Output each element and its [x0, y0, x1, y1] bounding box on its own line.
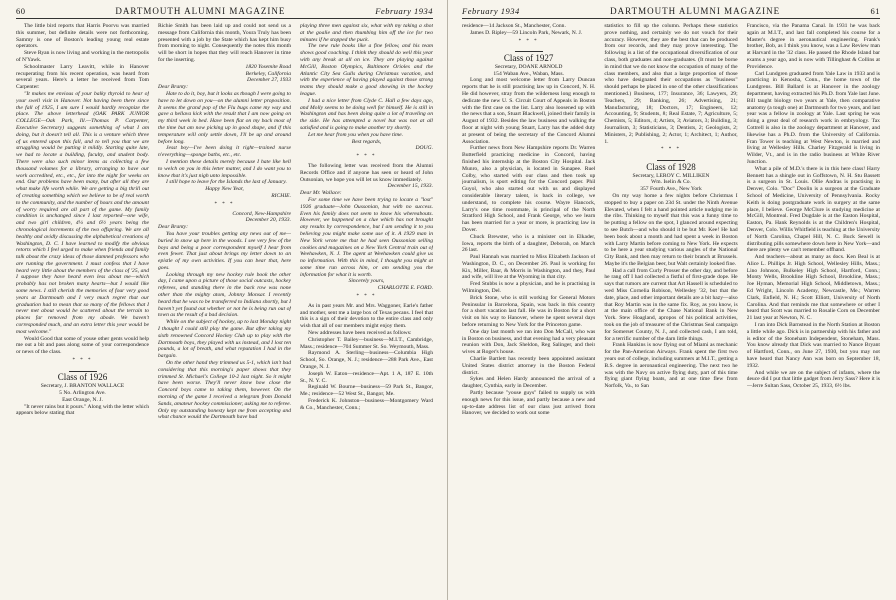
paragraph: Had a call from Curly Prosser the other day, and before he rang off I had collected a fistful of first-grade dope. He says that rumors are current that Art Hassell is scheduled to wed Miss Cornelia Robison, Wellesley '32, but that the date, place, and other important details are a bit hazy—also that Roy Martin was in the same fix. Roy, as you know, is at the main office of the Chase National Bank in New York. Stew Hoagland, apropos of his political activities, took on the job of treasurer of the Christmas Seal campaign for Somerset County, N. J., and collected cash, I am told, for a terrific number of the darn little things. — [604, 267, 738, 342]
signature: RICHIE. — [271, 192, 291, 199]
paragraph: Joseph W. Eaton—residence—Apt. 1 A, 187 E. 10th St., N. Y. C. — [300, 370, 433, 384]
issue-month: February 1934 — [375, 6, 433, 16]
paragraph: Partly because "youse guys" failed to supply us with enough news for this issue, and partly because a new and up-to-date address list of our class just arrived from Hanover, we decided to work out some — [462, 390, 596, 417]
paragraph: I had a nice letter from Clyde C. Hall a few days ago, and Molly seems to be doing well for himself. He is still in Washington and has been doing quite a lot of traveling on the side. He has attempted a novel but was not at all satisfied and is going to make another try shortly. — [300, 97, 433, 131]
paragraph: Looking through my new hockey rule book the other day, I came upon a picture of those social outcasts, hockey referees, and standing there in the back row was none other than the mighty atom, Johnny Monsar. I recently heard that he was to be transferred to Indiana shortly, but I haven't yet found out whether or not he is being run out of town as the result of a bad decision. — [158, 271, 291, 319]
letter-date: December 15, 1933. — [387, 183, 433, 190]
heading-rule — [69, 371, 97, 372]
paragraph: I ran into Dick Barnstead in the North Station at Boston a little while ago. Dick is in partnership with his father and is editor of the Stoneham Independent, Stoneham, Mass. You know already that Dick was married to Nance Bryant of Hartford, Conn., on June 27, 1930, but you may not have heard that Nancy Ann was born on September 18, 1932. — [746, 322, 880, 369]
paragraph: Let me hear from you when you have time. — [308, 131, 404, 138]
paragraph: On my way home a few nights before Christmas I stopped to buy a paper on 23d St. under the Ninth Avenue Elevated, when I felt a hand pointed article nudging me in the ribs. Thinking to myself that this was a funny time to be putting a fellow on the spot, I glanced around expecting to see Butch—and who should it be but Mr. Kee! He had been book about a month and had spent a week in Boston with Larry Martin before coming to New York. He expects to be here a year studying various angles of the National City Bank, and then may return to their branch at Brussels. Maybe it's the Belgian beer, but Walt certainly looked fine. — [604, 192, 738, 267]
paragraph: Frank Hankins is now flying out of Miami as mechanic for the Pan-American Airways. Frank spent the first two years out of college, including summers at M.I.T., getting a B.S. degree in aeronautical engineering. The next two he was with the Navy on active flying duty, part of this time flying giant flying boats, and at one time flew from Norfolk, Va., to San — [604, 342, 738, 390]
right-page — [448, 0, 896, 600]
section-divider: * * * — [72, 358, 93, 364]
section-divider: * * * — [518, 38, 539, 44]
paragraph: Chuck Brewster, who is a minister out in Elkader, Iowa, reports the birth of a daughter, Deborah, on March 26 last. — [462, 233, 596, 254]
letter-date: December 20, 1933. — [245, 217, 291, 224]
class-heading: Class of 1928 — [646, 161, 696, 172]
paragraph: Carl Lundgren graduated from Yale Law in 1933 and is practicing in Kenosha, Conn., the home town of the Lundgrens. Bill Ballard is at Hanover in the zoology department, having extracted his Ph.D. from Yale last June. Bill taught biology two years at Yale, then comparative anatomy (a tough one) at Dartmouth for two years, and last year was a fellow in zoology at Yale. Last spring he was doing a great deal of research work in embryology. Tax Cottrell is also in the zoology department at Hanover, and likewise has a Ph.D. from the University of California. Fran Tower is teaching at West Newton, is married and living at Wellesley Hills. Charley Fitzgerald is living in Wilder, Vt., and is in the radio business at White River Junction. — [746, 70, 880, 165]
column-3 — [747, 23, 880, 600]
salutation: Dear Branty: — [158, 84, 188, 91]
paragraph: Paul Hannah was married to Miss Elizabeth Jackson of Washington, D. C., on December 26. Paul is working for Kix, Miller, Baar, & Morris in Washington, and they, Paul and wife, will live at the Wyoming in that city. — [462, 254, 596, 281]
paragraph: The new rule books like a fine fellow, and his team shows good coaching. I think they should do well this year with any break at all on ice. They are playing against McGill, Boston Olympics, Baltimore Orioles and the Atlantic City Sea Gulls during Christmas vacation, and with the experience of having played against those strong teams they should make a good showing in the hockey league. — [300, 43, 433, 97]
secretary-block: Secretary, DOANE ARNOLD 154 Waban Ave., Waban, Mass. — [493, 63, 564, 77]
class-heading: Class of 1926 — [57, 372, 108, 383]
paragraph: The following letter was received from the Alumni Records Office and if anyone has seen or heard of John Outsonian, we hope you will let us know immediately. — [300, 162, 433, 183]
columns — [16, 23, 433, 600]
class-heading: Class of 1927 — [503, 52, 554, 63]
paragraph: And teachers—about as many as docs. Ken Beal is at Alice L. Phillips Jr. High School, Wellesley Hills, Mass.; Lino Johnson, Bulkeley High School, Hartford, Conn.; Monty Wells, Brookline High School, Brookline, Mass.; Joe Hyman, Memorial High School, Middletown, Mass.; Ed Wright, Lincoln Academy, Newcastle, Me.; Warren Clark, Enfield, N. H.; Scott Elliott, University of North Carolina. And that reminds me that somewhere or other I heard that Scott was married to Rosalie Corn on December 21 last year at Newton, N. C. — [746, 254, 880, 322]
paragraph: Brick Stone, who is still working for General Motors Peninsular in Barcelona, Spain, was back in this country for a short vacation last fall. He was in Boston for a short visit on his way to Hanover, where he spent several days before returning to New York for the Princeton game. — [462, 294, 596, 329]
magazine-title: DARTMOUTH ALUMNI MAGAZINE — [115, 6, 286, 16]
paragraph: For some time we have been trying to locate a "lost" 1926 graduate—John Oussonian, but with no success. Even his family does not seem to know his whereabouts. However, we happened on a clue which has not brought any results by correspondence, but I am sending it to you believing you might make some use of it. A 1929 man in New York wrote me that he had seen Oussonian selling cookies and magazines on a New York Central train out of Weehawken, N. J. The agent at Weehawken could give us no information. With this in mind, I thought you might at some time run across him, or am sending you the information for what it is worth. — [300, 196, 433, 278]
paragraph: Richie Smith has been laid up and could not send us a message from California this month, Youra Truly has been presented with a job by the State which has kept him busy from morning to night. Consequently the notes this month will be short in hopes that they will reach Hanover in time for the inserting. — [158, 23, 291, 63]
section-divider: * * * — [356, 154, 377, 160]
paragraph: I still hope to leave for the Islands the last of January. — [166, 179, 287, 186]
paragraph: playing three men against six, what with my taking a shot at the goalie and then thumbing him off the ice for two minutes if he stopped the puck. — [300, 23, 433, 43]
paragraph: Raymond A. Sterling—business—Columbia High School, So. Orange, N. J.; residence—288 Park Ave., East Orange, N. J. — [300, 350, 433, 371]
section-divider: * * * — [356, 294, 377, 300]
secretary-block: Secretary, J. BRANTON WALLACE 5 No. Arlington Ave. East Orange, N. J. — [40, 383, 125, 403]
page-number: 61 — [870, 6, 880, 16]
heading-rule — [657, 160, 685, 161]
magazine-title: DARTMOUTH ALUMNI MAGAZINE — [610, 6, 781, 16]
paragraph: One day last month we ran into Don McCall, who was in Boston on business, and that evening had a very pleasant reunion with Don, Jack Sheldon, Reg Salinger, and their wives at Roger's house. — [462, 328, 596, 356]
paragraph: Hate to do it, boy, but it looks as though I were going to have to let down on you—on the alumni letter proposition. It seems the grand pop of the Flu bugs came my way and gave a hellava kick with the result that I am now going on my third week in bed. Have been flat on my back most of the time but am now picking up in good shape, and if this temperature will only settle down, I'll be up and around before long. — [158, 90, 291, 145]
closing: Sincerely yours, — [348, 278, 385, 285]
paragraph: Jesst boy—I've been doing it right—trained nurse n'everything—sponge baths, etc., etc. — [158, 145, 291, 159]
closing: Happy New Year, — [205, 186, 244, 193]
secretary-block: Secretary, LEROY C. MILLIKEN Wm. Iselin & Co. 357 Fourth Ave., New York — [632, 172, 710, 193]
letter-address: Berkeley, California — [245, 70, 291, 77]
paragraph: You have your troubles getting any news out of me—buried in snow up here in the woods. I see very few of the boys and being a poor correspondent myself I hear from even fewer. That just about brings my letter down to an epistle of my own activities. If you can bear that, here goes. — [158, 230, 291, 271]
paragraph: As in past years Mr. and Mrs. Waggoner, Earle's father and mother, sent me a large box of Texas pecans. I feel that this is a sign of their devotion to the entire class and only wish that all of our members might enjoy them. — [300, 302, 433, 330]
paragraph: residence—14 Jackson St., Manchester, Conn. — [462, 23, 566, 29]
paragraph: While on the subject of hockey, up to last Monday night I thought I could still play the game. But after taking my sixth renowned Concord Hockey Club up to play with the Dartmouth boys, they played with us instead, and I lost ten pounds, a lot of breath, and what reputation I had in the bargain. — [158, 319, 291, 360]
paragraph: What a pile of M.D.'s there is in this here class! Harry Bennett has a shingle out in Goffstown, N. H. Stu Bassett is a surgeon in St. Louis. Ollie Andras is practising in Denver, Colo. "Doc" Doolin is a surgeon at the Graduate School of Medicine, University of Pennsylvania. Rocky Keith is doing postgraduate work in surgery at the same place, I believe. George McClure is studying medicine at McGill, Montreal. Fred Dugdale is at the Easton Hospital, Easton, Pa. Hank Reynolds is at the Children's Hospital, Denver, Colo. Willis Whitfield is teaching at the University of North Carolina, Chapel Hill, N. C. Buck Sewell is distributing pills somewhere down here in New York—and there are plenty we can't remember offhand. — [746, 165, 880, 254]
paragraph: Charlie Bartlett has recently been appointed assistant United States district attorney in the Boston Federal district. — [462, 356, 596, 376]
column-1 — [462, 23, 595, 600]
column-3 — [300, 23, 433, 600]
paragraph: Frederick K. Johnston—business—Montgomery Ward & Co., Manchester, Conn.; — [300, 398, 433, 411]
paragraph: Francisco, via the Panama Canal. In 1931 he was back again at M.I.T., and last fall completed his course for a Master's degree in aeronautical engineering. Frank's brother, Bob, as I think you know, was a Law Review man at Harvard in the '32 class. He passed the Rhode Island bar exams a year ago, and is now with Tillinghast & Collins at Providence. — [746, 23, 880, 70]
letter-address: 1820 Yosemite Road — [245, 63, 291, 70]
paragraph: Would Good that some of youse other gents would help me out a bit and pass along some of your correspondence or news of the class. — [16, 335, 149, 356]
paragraph: New addresses have been received as follows: — [308, 330, 412, 337]
column-1 — [16, 23, 149, 600]
paragraph: Steve Ryan is now living and working in the metropolis of N'Yawk. — [16, 50, 149, 63]
signature: DOUG. — [415, 145, 433, 152]
paragraph: statistics to fill up the column. Perhaps these statistics prove nothing, and certainly we do not vouch for their accuracy. However, they are the best that can be produced from our records, and they may prove interesting. The following is a list of the occupational diversification of our class, both graduates and non-graduates. (It must be borne in mind that we do not know the occupation of many of the class members, and also that a large proportion of those who have designated their occupations as "business" should perhaps be placed in one of the other classifications mentioned.) Business, 177; Insurance, 36; Lawyers, 29; Teachers, 29; Banking, 26; Advertising, 21; Manufacturing, 18; Doctors, 17; Engineers, 12; Accounting, 9; Students, 8; Real Estate, 7; Agriculture, 5; Chemists, 5; Editors, 4; Artists, 3; Aviators, 3; Building, 3; Journalism, 3; Statisticians, 3; Dentists, 2; Geologists, 2; Ministers, 2; Publishing, 2; Actor, 1; Architect, 1; Author, 1. — [604, 23, 738, 145]
paragraph: Fred Stubbs is now a physician, and he is practising in Wilmington, Del. — [462, 281, 596, 295]
paragraph: Further news from New Hampshire reports Dr. Warren Butterfield practicing medicine in Concord, having finished his internship at the Boston City Hospital. Jack Munro, also a physician, is located in Sunapee. Ruel Colby, who started with our class and then took up journalism, is sport editing for the Concord paper. Phil Guyol, who also started out with us and displayed considerable literary talent, is back in college, we understand, to complete his course. Wayre Hancock, Larry's one time roommate, is principal of the North Stratford High School, and Frank George, who we learn has been married for a year or more, is practicing law in Dover. — [462, 145, 596, 233]
signature: CHARLOTTE E. FORD. — [377, 285, 433, 292]
salutation: Dear Mr. Wallace: — [300, 190, 342, 197]
salutation: Dear Branty: — [158, 224, 188, 231]
column-2 — [604, 23, 737, 600]
page-number: 60 — [16, 6, 26, 16]
section-divider: * * * — [660, 147, 681, 153]
paragraph: Sykes and Helen Hardy announced the arrival of a daughter, Cynthia, early in December. — [462, 376, 596, 390]
section-divider: * * * — [214, 201, 235, 207]
issue-month: February 1934 — [462, 6, 520, 16]
running-header — [16, 6, 433, 19]
paragraph: Reginald W. Bourne—business—59 Park St., Bangor, Me.; residence—52 West St., Bangor, Me. — [300, 384, 433, 398]
paragraph: James D. Ripley—59 Lincoln Park, Newark, N. J. — [470, 29, 583, 36]
paragraph: "It makes me envious of your balky thyroid to hear of your swell visit in Hanover. Not having been there since the fall of 1925, I am sure I would hardly recognize the place. The above letterhead (OAK PARK JUNIOR COLLEGE—Oak Park, Ill.—Thomas P. Carpenter, Executive Secretary) suggests something of what I am doing, but it doesn't tell all. This is a venture which three of us entered upon this fall, and to tell you that we are struggling would be putting it mildly. Starting quite late, we had to locate a building, faculty, and student body. There were also such minor items as collecting a few thousand volumes for a library, arranging to have our work accredited, etc., etc., far into the night for weeks on end. Our problems have been many, but after all they are what make life worth while. We are getting a big thrill out of creating something which we believe to be of real worth to the community, and the number of hours and the amount of worry required are all part of the game. My family condition is unchanged since I last reported—one wife, and two girl children, 4¼ and 6½ years being the chronological increments of the two offspring. We are all healthy and avidly discussing the alphabetical creations of Washington, D. C. I have learned to modify the obvious retorts which I feel urged to make when friends and family talk about the crazy ideas of those damned professors who are running the government. I must confess that I have heard very little about the members of the class of '25, and I suppose they have heard even less about me—which probably has not broken many hearts—but I would like some news. I still cherish the memories of four very good years at Dartmouth and I very much regret that our graduation had to mean that so many of the fellows that I never met about would be scattered about the terrain to places far removed from my abode. We haven't corresponded much, and an extra letter this year would be most welcome." — [16, 90, 149, 335]
closing: Best regards, — [351, 138, 382, 145]
running-header — [462, 6, 880, 19]
paragraph: Christopher T. Bailey—business—M.I.T., Cambridge, Mass.; residence—704 Summer St. So. Weymouth, Mass. — [300, 336, 433, 350]
paragraph: Long and most welcome letter from Larry Duncan reports that he is still practising law up in Concord, N. H. He did however, stray from the wilderness long enough to dedicate the new U. S. Circuit Court of Appeals in Boston with the first case on the list. Larry also loosened up with the news that a son, Stuart Blackwell, joined their family in August of 1932. Besides the law business and walking the floor at night with young Stuart, Larry has the added duty at present of being the secretary of the Concord Alumni Association. — [462, 77, 596, 145]
letter-date: December 27, 1933 — [247, 77, 291, 84]
columns — [462, 23, 880, 600]
paragraph: Schoolmaster Larry Leavitt, while in Hanover recuperating from his recent operation, was heard from several years. Here's a letter he received from Tom Carpenter: — [16, 63, 149, 91]
paragraph: The little bird reports that Harris Poorvu was married this summer, but definite details were not forthcoming. Sammy is one of Boston's leading young real estate operators. — [16, 23, 149, 50]
column-2 — [158, 23, 291, 600]
paragraph: On the other hand they trimmed us 5-1, which isn't bad considering that this morning's paper shows that they trimmed St. Michael's College 10-2 last night. So it might have been worse. They'll never know how close the Concord boys came to taking them, however. On the morning of the game I received a telegram from Donald Sands, amateur hockey commissioner, asking me to referee. Only my outstanding honesty kept me from accepting and what chance would the Dartmouth have had — [158, 360, 291, 421]
paragraph: I mention these details merely because I hate like hell to welch on you in this letter matter, and I do want you to know that it's just nigh unto impossible. — [158, 158, 291, 179]
heading-rule — [515, 51, 543, 52]
letter-address: Concord, New-Hampshire — [232, 210, 291, 217]
paragraph: And while we are on the subject of infants, where the deuce did I put that little gadget from Jerry Sass? Here it is—Jerre Sultan Sass, October 25, 1933, 6½ lbs. — [746, 369, 880, 390]
paragraph: "It never rains but it pours." Along with the letter which appears below stating that — [16, 403, 149, 417]
